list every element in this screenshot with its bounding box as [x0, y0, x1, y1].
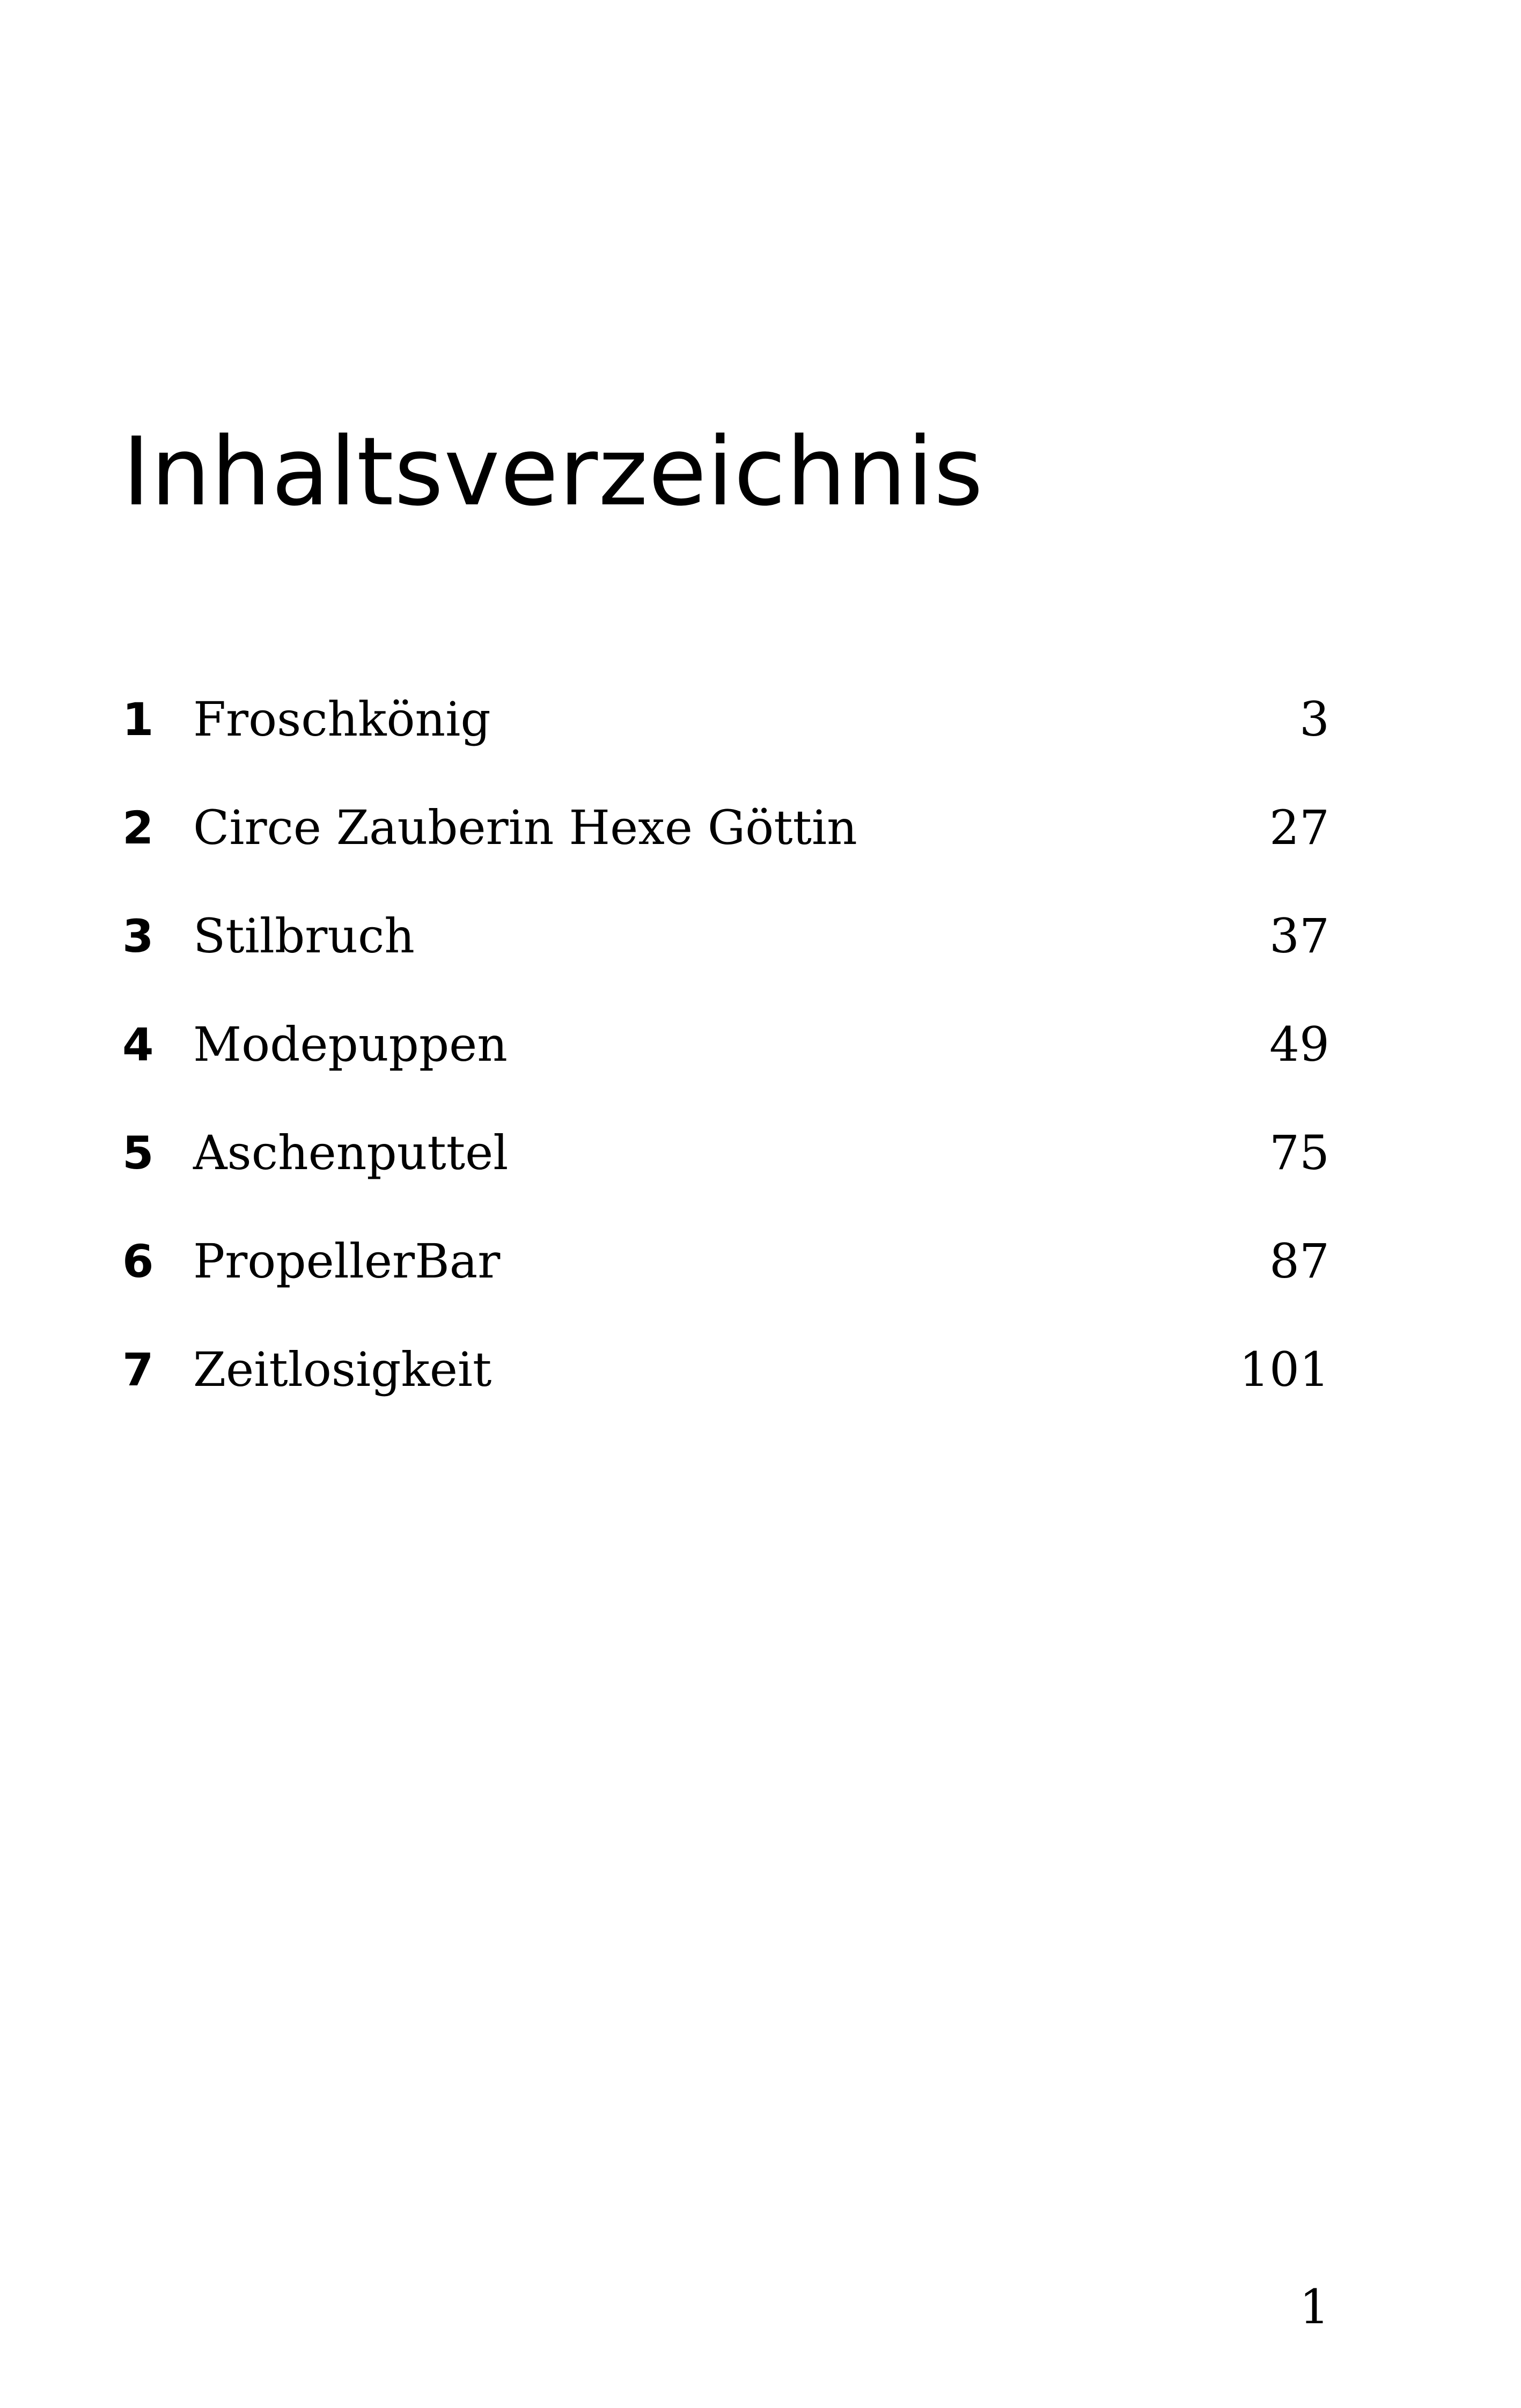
- toc-entry[interactable]: [122, 990, 1329, 1099]
- toc-entry[interactable]: [122, 1099, 1329, 1207]
- page-number: 1: [1299, 2279, 1329, 2334]
- chapter-number: 4: [122, 1018, 154, 1071]
- chapter-title: PropellerBar: [193, 1234, 501, 1289]
- chapter-number: 6: [122, 1235, 154, 1288]
- chapter-number: 1: [122, 693, 154, 746]
- chapter-title: Circe Zauberin Hexe Göttin: [193, 800, 857, 855]
- toc-entry[interactable]: [122, 1207, 1329, 1316]
- chapter-page-number: 27: [1269, 800, 1329, 855]
- chapter-page-number: 75: [1269, 1125, 1329, 1180]
- chapter-title: Modepuppen: [193, 1017, 508, 1072]
- chapter-page-number: 37: [1269, 908, 1329, 964]
- table-of-contents: [122, 665, 1329, 1424]
- chapter-title: Stilbruch: [193, 908, 415, 964]
- page-title: Inhaltsverzeichnis: [122, 417, 984, 527]
- chapter-page-number: 87: [1269, 1234, 1329, 1289]
- toc-entry[interactable]: [122, 882, 1329, 990]
- chapter-page-number: 3: [1299, 692, 1329, 747]
- chapter-title: Zeitlosigkeit: [193, 1342, 492, 1397]
- chapter-page-number: 49: [1269, 1017, 1329, 1072]
- chapter-title: Froschkönig: [193, 692, 491, 747]
- toc-entry[interactable]: [122, 665, 1329, 774]
- toc-entry[interactable]: [122, 1316, 1329, 1424]
- chapter-number: 5: [122, 1127, 154, 1179]
- chapter-number: 7: [122, 1344, 154, 1396]
- toc-entry[interactable]: [122, 774, 1329, 882]
- chapter-number: 3: [122, 910, 154, 963]
- chapter-page-number: 101: [1239, 1342, 1329, 1397]
- chapter-title: Aschenputtel: [193, 1125, 509, 1180]
- chapter-number: 2: [122, 802, 154, 854]
